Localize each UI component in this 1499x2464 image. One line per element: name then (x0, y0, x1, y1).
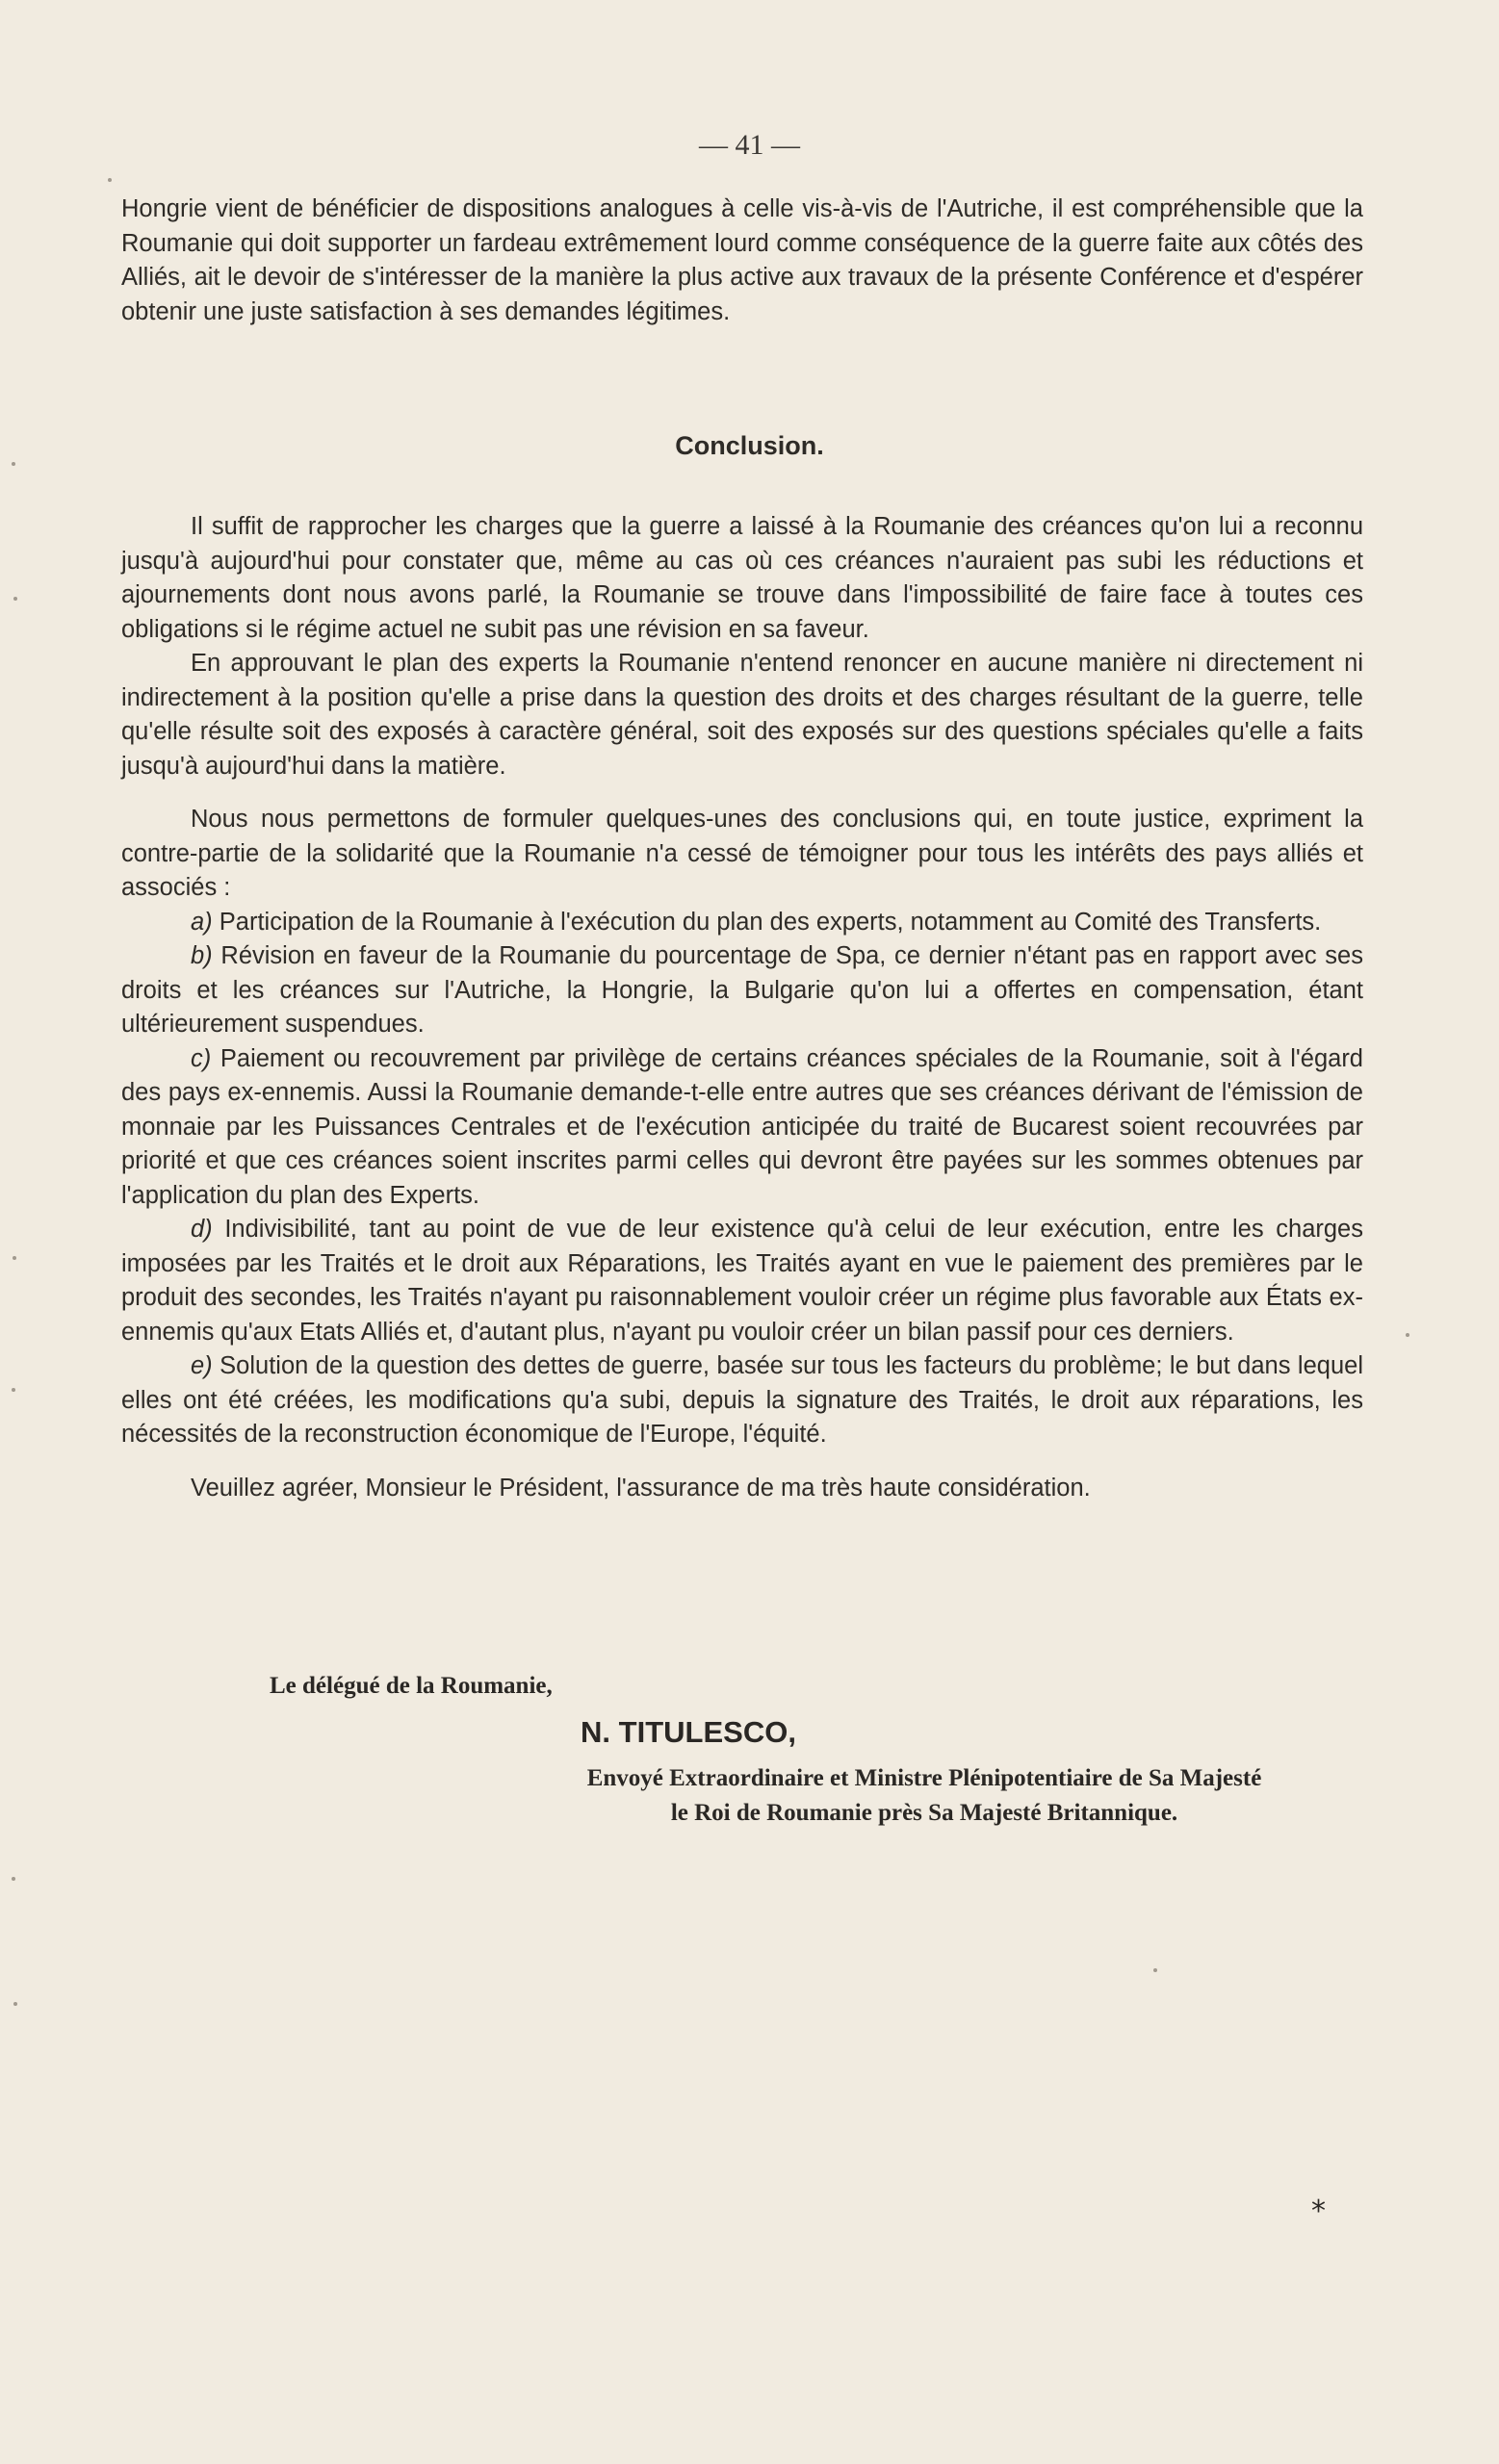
list-item (121, 1042, 1363, 1214)
paper-speck (1406, 1333, 1409, 1337)
intro-paragraph: Hongrie vient de bénéficier de dispositions analogues à celle vis-à-vis de l'Autriche, il est compréhensible que la Roumanie qui doit supporter un fardeau extrêmement lourd comme conséquence de la guerre faite aux côtés des Alliés, ait le devoir de s'intéresser de la manière la plus active aux travaux de la présente Conférence et d'espérer obtenir une juste satisfaction à ses demandes légitimes. (121, 195, 1363, 325)
closing-paragraph: Veuillez agréer, Monsieur le Président, l'assurance de ma très haute considération. (191, 1474, 1091, 1502)
paper-speck (13, 1256, 16, 1260)
list-item-text: Solution de la question des dettes de guerre, basée sur tous les facteurs du problème; le but dans lequel elles ont été créées, les modifications qu'a subi, depuis la signature des Traités, le droit aux réparations, les nécessités de la reconstruction économique de l'Europe, l'équité. (121, 1352, 1363, 1448)
list-marker: b) (191, 942, 213, 969)
list-item-text: Révision en faveur de la Roumanie du pourcentage de Spa, ce dernier n'étant pas en rapport avec ses droits et les créances sur l'Autriche, la Hongrie, la Bulgarie qu'on lui a offertes en compensation, étant ultérieurement suspendues. (121, 942, 1363, 1038)
list-item (121, 906, 1363, 940)
section-heading: Conclusion. (675, 431, 824, 460)
paper-speck (13, 597, 17, 601)
signature-title-line: le Roi de Roumanie près Sa Majesté Britannique. (670, 1800, 1178, 1826)
signature-title (481, 1761, 1367, 1831)
paragraph: Il suffit de rapprocher les charges que la guerre a laissé à la Roumanie des créances qu'on lui a reconnu jusqu'à aujourd'hui pour constater que, même au cas où ces créances n'auraient pas subi les réductions et ajournements dont nous avons parlé, la Roumanie se trouve dans l'impossibilité de faire face à toutes ces obligations si le régime actuel ne subit pas une révision en sa faveur. (121, 513, 1363, 643)
page-number: — 41 — (699, 129, 800, 161)
paper-speck (108, 178, 112, 182)
list-marker: a) (191, 908, 213, 936)
paper-speck (12, 462, 15, 466)
paper-speck (1153, 1968, 1157, 1972)
signature-name: N. TITULESCO, (581, 1715, 796, 1749)
list-item (121, 939, 1363, 1042)
list-item-text: Paiement ou recouvrement par privilège de certains créances spéciales de la Roumanie, soit à l'égard des pays ex-ennemis. Aussi la Roumanie demande-t-elle entre autres que ses créances dérivant de l'émission de monnaie par les Puissances Centrales et de l'exécution anticipée du traité de Bucarest soient recouvrées par priorité et que ces créances soient inscrites parmi celles qui devront être payées sur les sommes obtenues par l'application du plan des Experts. (121, 1044, 1363, 1209)
list-item (121, 1213, 1363, 1349)
list-marker: e) (191, 1352, 213, 1379)
paragraph: Nous nous permettons de formuler quelques-unes des conclusions qui, en toute justice, expriment la contre-partie de la solidarité que la Roumanie n'a cessé de témoigner pour tous les intérêts des pays alliés et associés : (121, 806, 1363, 901)
list-item-text: Indivisibilité, tant au point de vue de leur existence qu'à celui de leur exécution, entre les charges imposées par les Traités et le droit aux Réparations, les Traités ayant en vue le paiement des premières par le produit des secondes, les Traités n'ayant pu raisonnablement vouloir créer un régime plus favorable aux États ex-ennemis qu'aux Etats Alliés et, d'autant plus, n'ayant pu vouloir créer un bilan passif pour ces derniers. (121, 1216, 1363, 1346)
paper-speck (12, 1877, 15, 1881)
paper-speck (12, 1388, 15, 1392)
conclusion-body (121, 510, 1363, 1505)
list-marker: c) (191, 1044, 212, 1072)
footer-asterisk: * (1311, 2194, 1326, 2228)
list-item-text: Participation de la Roumanie à l'exécution du plan des experts, notamment au Comité des Transferts. (219, 908, 1322, 936)
signature-role: Le délégué de la Roumanie, (270, 1673, 553, 1699)
signature-title-line: Envoyé Extraordinaire et Ministre Plénipotentiaire de Sa Majesté (586, 1765, 1262, 1791)
paper-speck (13, 2002, 17, 2006)
list-marker: d) (191, 1216, 213, 1243)
list-item (121, 1349, 1363, 1452)
paragraph: En approuvant le plan des experts la Roumanie n'entend renoncer en aucune manière ni directement ni indirectement à la position qu'elle a prise dans la question des droits et des charges résultant de la guerre, telle qu'elle résulte soit des exposés à caractère général, soit des exposés sur des questions spéciales qu'elle a faits jusqu'à aujourd'hui dans la matière. (121, 650, 1363, 780)
